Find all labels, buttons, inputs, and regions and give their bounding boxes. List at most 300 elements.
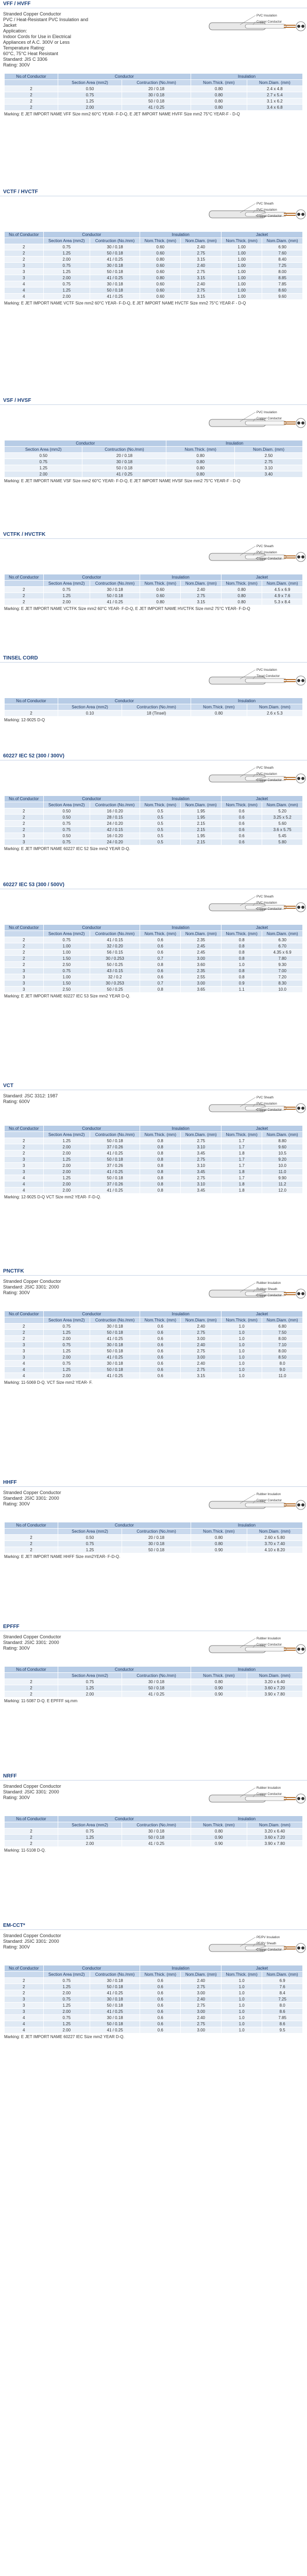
table-cell: 3 xyxy=(5,1996,44,2003)
table-cell: 24 / 0.20 xyxy=(90,821,140,827)
table-cell: 20 / 0.18 xyxy=(122,1535,191,1541)
section-title: EPFFF xyxy=(0,1623,307,1631)
table-row xyxy=(5,1336,303,1342)
table-cell: 1.0 xyxy=(221,1342,262,1348)
table-cell: 0.10 xyxy=(58,710,122,717)
table-cell: 0.60 xyxy=(140,593,181,599)
table-column-header: Nom.Thick. (mm) xyxy=(221,1132,262,1138)
table-cell: 0.90 xyxy=(191,1841,247,1847)
table-group-header: Conductor xyxy=(58,1522,191,1529)
table-cell: 2.50 xyxy=(235,453,303,459)
table-cell: 2.75 xyxy=(181,1330,221,1336)
table-cell: 0.5 xyxy=(140,821,181,827)
table-column-header: Nom.Thick. (mm) xyxy=(221,581,262,587)
table-cell: 8.00 xyxy=(262,1348,303,1354)
table-cell: 5.80 xyxy=(262,839,303,845)
table-cell: 3.45 xyxy=(181,1169,221,1175)
figure-label: Copper Conductor xyxy=(257,1109,282,1112)
table-cell: 8.6 xyxy=(262,2021,303,2027)
table-row xyxy=(5,1373,303,1379)
table-cell: 5.60 xyxy=(262,821,303,827)
table-cell: 2 xyxy=(5,599,44,605)
table-cell: 9.30 xyxy=(262,962,303,968)
table-cell: 2 xyxy=(5,98,58,105)
table-cell: 0.8 xyxy=(221,968,262,974)
table-cell: 3.40 xyxy=(235,471,303,478)
cable-cross-section-figure xyxy=(178,891,307,922)
figure-label: Copper Conductor xyxy=(257,1294,282,1297)
table-cell: 0.6 xyxy=(140,2021,181,2027)
table-cell: 2.00 xyxy=(43,1169,90,1175)
table-group-header: Jacket xyxy=(221,1965,303,1972)
table-cell: 30 / 0.18 xyxy=(90,1342,140,1348)
spec-table xyxy=(4,1666,303,1698)
table-cell: 2.55 xyxy=(181,974,221,980)
cable-cross-section-figure xyxy=(178,1633,307,1664)
table-group-header: Conductor xyxy=(58,698,191,704)
table-cell: 32 / 0.20 xyxy=(90,943,140,950)
table-group-header: No.of Conductor xyxy=(5,1667,58,1673)
table-cell: 41 / 0.25 xyxy=(90,2027,140,2033)
table-column-header xyxy=(5,931,44,937)
table-cell: 3.90 x 7.80 xyxy=(247,1841,302,1847)
table-column-header: Contruction (No./mm) xyxy=(122,80,191,86)
table-cell: 9.90 xyxy=(262,1175,303,1181)
table-cell: 2 xyxy=(5,1547,58,1553)
table-cell: 3 xyxy=(5,980,44,987)
table-row xyxy=(5,1188,303,1194)
table-cell: 0.6 xyxy=(221,839,262,845)
table-cell: 0.8 xyxy=(140,1175,181,1181)
table-cell: 2 xyxy=(5,1144,44,1150)
table-cell: 0.6 xyxy=(140,1373,181,1379)
section-vct xyxy=(0,1082,307,1267)
table-cell: 0.80 xyxy=(166,465,235,471)
table-cell: 1.25 xyxy=(43,1138,90,1144)
table-cell: 0.80 xyxy=(140,275,181,281)
table-cell: 2.00 xyxy=(43,1188,90,1194)
section-vff xyxy=(0,0,307,188)
table-column-header xyxy=(5,1673,58,1679)
table-cell: 20 / 0.18 xyxy=(122,86,191,92)
table-cell: 41 / 0.25 xyxy=(90,1169,140,1175)
figure-label: Rubber Sheath xyxy=(257,1288,278,1291)
table-group-header: Insulation xyxy=(140,232,221,238)
table-column-header: Section Area (mm2) xyxy=(43,1317,90,1324)
table-cell: 2 xyxy=(5,1330,44,1336)
table-cell: 3 xyxy=(5,1157,44,1163)
figure-area xyxy=(0,541,307,572)
spec-table xyxy=(4,231,303,300)
table-cell: 0.80 xyxy=(191,105,247,111)
table-cell: 41 / 0.25 xyxy=(122,1691,191,1698)
table-cell: 1.8 xyxy=(221,1188,262,1194)
table-cell: 2.00 xyxy=(58,1841,122,1847)
table-group-header: Conductor xyxy=(43,232,140,238)
description-line: Rating: 300V xyxy=(3,1290,30,1295)
table-group-header: Jacket xyxy=(221,232,303,238)
table-cell: 0.60 xyxy=(140,250,181,257)
figure-area xyxy=(0,407,307,438)
table-column-header: Section Area (mm2) xyxy=(43,1972,90,1978)
table-column-header xyxy=(5,1822,58,1828)
table-cell: 0.75 xyxy=(58,1541,122,1547)
description-line: Standard: JSIC 3301: 2000 xyxy=(3,1640,59,1645)
table-cell: 2.00 xyxy=(43,1150,90,1157)
spec-table xyxy=(4,440,303,478)
table-row xyxy=(5,275,303,281)
table-cell: 2 xyxy=(5,1828,58,1835)
figure-label: PVC Insulation xyxy=(257,209,277,212)
table-column-header: Nom.Diam. (mm) xyxy=(262,931,303,937)
table-cell: 1.25 xyxy=(43,1984,90,1990)
table-cell: 1.0 xyxy=(221,1348,262,1354)
table-cell: 2 xyxy=(5,92,58,98)
table-cell: 1.0 xyxy=(221,1373,262,1379)
table-row xyxy=(5,1144,303,1150)
table-cell: 2 xyxy=(5,827,44,833)
table-cell: 11.2 xyxy=(262,1181,303,1188)
table-cell: 2.75 xyxy=(181,1157,221,1163)
table-group-header: Conductor xyxy=(43,574,140,581)
table-row xyxy=(5,1138,303,1144)
table-cell: 0.5 xyxy=(140,833,181,839)
table-cell: 1.1 xyxy=(221,987,262,993)
figure-label: PVC Sheath xyxy=(257,895,274,899)
table-cell: 8.4 xyxy=(262,1990,303,1996)
table-cell: 3.6 x 5.75 xyxy=(262,827,303,833)
table-cell: 2 xyxy=(5,937,44,943)
table-cell: 16 / 0.20 xyxy=(90,833,140,839)
section-title: VFF / HVFF xyxy=(0,0,307,8)
table-group-header: No.of Conductor xyxy=(5,1816,58,1822)
section-hhff xyxy=(0,1479,307,1623)
table-cell: 32 / 0.2 xyxy=(90,974,140,980)
table-column-header: Nom.Diam. (mm) xyxy=(247,80,302,86)
table-group-header: Insulation xyxy=(191,74,302,80)
table-cell: 37 / 0.26 xyxy=(90,1144,140,1150)
table-cell: 0.6 xyxy=(140,1342,181,1348)
table-cell: 30 / 0.18 xyxy=(90,587,140,593)
figure-label: Copper Conductor xyxy=(257,779,282,782)
marking-text: Marking: E JET IMPORT NAME HHFF Size mm2YEAR- F-D-Q. xyxy=(4,1554,121,1559)
table-cell: 2.15 xyxy=(181,839,221,845)
table-cell: 7.6 xyxy=(262,1984,303,1990)
table-cell: 0.7 xyxy=(140,980,181,987)
table-column-header: Contruction (No./mm) xyxy=(90,802,140,808)
table-row xyxy=(5,1324,303,1330)
table-cell: 41 / 0.25 xyxy=(90,1188,140,1194)
table-column-header: Nom.Thick. (mm) xyxy=(140,1972,181,1978)
table-column-header: Nom.Thick. (mm) xyxy=(191,1673,247,1679)
table-cell: 0.8 xyxy=(221,956,262,962)
table-cell: 0.80 xyxy=(221,599,262,605)
cable-cross-section-figure xyxy=(178,10,307,41)
table-cell: 0.75 xyxy=(58,92,122,98)
table-cell: 2 xyxy=(5,1990,44,1996)
table-column-header: Nom.Thick. (mm) xyxy=(140,238,181,244)
table-cell: 2.45 xyxy=(181,943,221,950)
section-title: EM-CCT* xyxy=(0,1922,307,1930)
table-cell: 2 xyxy=(5,1978,44,1984)
marking-text: Marking: 11-5087 D-Q. E EPFFF sq.mm xyxy=(4,1699,78,1703)
table-column-header: Nom.Thick. (mm) xyxy=(191,80,247,86)
table-cell: 0.6 xyxy=(140,1367,181,1373)
table-group-header: Insulation xyxy=(191,1522,302,1529)
table-cell: 0.80 xyxy=(191,1535,247,1541)
table-cell: 0.75 xyxy=(43,1342,90,1348)
table-column-header xyxy=(5,704,58,710)
table-cell: 3 xyxy=(5,968,44,974)
table-cell: 0.80 xyxy=(191,92,247,98)
table-cell: 0.75 xyxy=(43,1978,90,1984)
table-cell: 0.80 xyxy=(140,599,181,605)
table-cell: 10.0 xyxy=(262,987,303,993)
table-cell: 37 / 0.26 xyxy=(90,1163,140,1169)
table-cell: 2 xyxy=(5,1835,58,1841)
table-cell: 3.15 xyxy=(181,294,221,300)
description-line: Application: xyxy=(3,28,27,33)
description-line: Indoor Cords for Use in Electrical xyxy=(3,34,72,39)
table-cell: 3 xyxy=(5,275,44,281)
table-cell: 0.6 xyxy=(140,1354,181,1361)
table-cell: 0.75 xyxy=(43,244,90,250)
table-cell: 3.70 x 7.40 xyxy=(247,1541,302,1547)
description-line: Temperature Rating: xyxy=(3,45,45,50)
table-cell: 2.75 xyxy=(181,287,221,294)
table-cell: 1.00 xyxy=(221,263,262,269)
table-cell: 5.3 x 8.4 xyxy=(262,599,303,605)
table-row xyxy=(5,1163,303,1169)
table-cell: 2 xyxy=(5,943,44,950)
table-cell: 0.6 xyxy=(140,2003,181,2009)
table-cell: 3 xyxy=(5,1354,44,1361)
marking-text: Marking: E JET IMPORT NAME 60227 IEC 52 Size mm2 YEAR D-Q. xyxy=(4,846,130,851)
table-cell: 2.00 xyxy=(43,2027,90,2033)
table-cell: 1.0 xyxy=(221,1324,262,1330)
table-cell: 2.00 xyxy=(43,2009,90,2015)
table-column-header: Nom.Thick. (mm) xyxy=(140,1132,181,1138)
table-cell: 7.50 xyxy=(262,1330,303,1336)
table-row xyxy=(5,1354,303,1361)
table-cell: 4 xyxy=(5,281,44,287)
table-cell: 9.60 xyxy=(262,1144,303,1150)
table-column-header xyxy=(5,1132,44,1138)
table-cell: 0.6 xyxy=(140,974,181,980)
table-cell: 3.90 x 7.80 xyxy=(247,1691,302,1698)
figure-label: PVC Sheath xyxy=(257,1096,274,1099)
table-column-header: Section Area (mm2) xyxy=(58,704,122,710)
table-cell: 2.40 xyxy=(181,244,221,250)
table-cell: 0.60 xyxy=(140,587,181,593)
table-row xyxy=(5,287,303,294)
table-cell: 1.0 xyxy=(221,2027,262,2033)
table-cell: 2 xyxy=(5,250,44,257)
table-cell: 3.00 xyxy=(181,1336,221,1342)
table-cell: 0.6 xyxy=(140,2015,181,2021)
table-cell: 3.1 x 6.2 xyxy=(247,98,302,105)
marking-text: Marking: E JET IMPORT NAME 60227 IEC Size mm2 YEAR D-Q. xyxy=(4,2035,125,2039)
table-cell: 4 xyxy=(5,1373,44,1379)
table-cell: 2.60 x 5.80 xyxy=(247,1535,302,1541)
table-cell: 50 / 0.18 xyxy=(90,1367,140,1373)
table-cell: 0.8 xyxy=(221,937,262,943)
table-cell: 41 / 0.25 xyxy=(90,1150,140,1157)
table-cell: 2 xyxy=(5,593,44,599)
table-cell: 41 / 0.25 xyxy=(90,1373,140,1379)
spec-table xyxy=(4,1965,303,2033)
table-cell: 2 xyxy=(5,1535,58,1541)
table-column-header: Contruction (No./mm) xyxy=(122,1529,191,1535)
table-row xyxy=(5,1541,303,1547)
table-cell: 2.00 xyxy=(58,1691,122,1698)
table-cell: 2.75 xyxy=(181,1367,221,1373)
table-cell: 2 xyxy=(5,1679,58,1685)
table-cell: 6.9 xyxy=(262,1978,303,1984)
table-cell: 2.00 xyxy=(43,1336,90,1342)
table-cell: 50 / 0.18 xyxy=(90,1330,140,1336)
table-cell: 2 xyxy=(5,587,44,593)
table-cell: 2.40 xyxy=(181,1978,221,1984)
table-cell: 1.25 xyxy=(43,1348,90,1354)
spec-table xyxy=(4,924,303,993)
table-group-header: No.of Conductor xyxy=(5,1965,44,1972)
table-cell: 0.80 xyxy=(221,587,262,593)
table-cell: 56 / 0.15 xyxy=(90,950,140,956)
table-row xyxy=(5,244,303,250)
table-cell: 1.00 xyxy=(221,287,262,294)
table-row xyxy=(5,815,303,821)
table-cell: 2.40 xyxy=(181,281,221,287)
table-cell: 1.0 xyxy=(221,2009,262,2015)
table-cell: 30 / 0.18 xyxy=(90,1324,140,1330)
table-cell: 0.90 xyxy=(191,1685,247,1691)
table-cell: 1.0 xyxy=(221,2015,262,2021)
table-cell: 0.6 xyxy=(221,815,262,821)
table-group-header: No.of Conductor xyxy=(5,1126,44,1132)
description-line: Rating: 300V xyxy=(3,1646,30,1651)
table-cell: 50 / 0.25 xyxy=(90,987,140,993)
table-cell: 2.40 xyxy=(181,263,221,269)
table-column-header: Nom.Thick. (mm) xyxy=(140,802,181,808)
table-column-header: Section Area (mm2) xyxy=(43,802,90,808)
table-cell: 0.8 xyxy=(140,987,181,993)
table-cell: 0.75 xyxy=(5,459,82,465)
figure-area xyxy=(0,1489,307,1520)
table-column-header: Nom.Diam. (mm) xyxy=(181,1132,221,1138)
table-cell: 3 xyxy=(5,2003,44,2009)
table-cell: 2 xyxy=(5,1691,58,1698)
table-row xyxy=(5,962,303,968)
table-cell: 0.75 xyxy=(43,281,90,287)
table-row xyxy=(5,459,303,465)
table-cell: 7.80 xyxy=(262,956,303,962)
spec-table xyxy=(4,574,303,605)
table-cell: 3.00 xyxy=(181,1354,221,1361)
table-group-header: Conductor xyxy=(5,440,166,447)
table-cell: 2.75 xyxy=(181,2003,221,2009)
table-cell: 18 (Tinsel) xyxy=(122,710,191,717)
table-cell: 30 / 0.253 xyxy=(90,980,140,987)
table-row xyxy=(5,599,303,605)
table-row xyxy=(5,2003,303,2009)
table-row xyxy=(5,1535,303,1541)
table-cell: 30 / 0.18 xyxy=(122,1541,191,1547)
table-cell: 3.00 xyxy=(181,956,221,962)
table-row xyxy=(5,980,303,987)
table-cell: 3.60 xyxy=(181,962,221,968)
table-cell: 0.6 xyxy=(140,1996,181,2003)
table-cell: 0.8 xyxy=(140,962,181,968)
table-cell: 1.50 xyxy=(43,980,90,987)
table-cell: 50 / 0.18 xyxy=(90,1348,140,1354)
table-cell: 7.10 xyxy=(262,1342,303,1348)
table-cell: 0.6 xyxy=(221,833,262,839)
table-column-header xyxy=(5,802,44,808)
table-row xyxy=(5,1984,303,1990)
table-cell: 4 xyxy=(5,2021,44,2027)
table-cell: 41 / 0.25 xyxy=(82,471,166,478)
table-cell: 0.75 xyxy=(43,263,90,269)
section-title: 60227 IEC 53 (300 / 500V) xyxy=(0,881,307,889)
table-row xyxy=(5,808,303,815)
table-cell: 1.7 xyxy=(221,1163,262,1169)
table-cell: 30 / 0.18 xyxy=(90,1996,140,2003)
description-line: Rating: 300V xyxy=(3,62,30,67)
table-column-header: Nom.Diam. (mm) xyxy=(262,1317,303,1324)
figure-label: Copper Conductor xyxy=(257,908,282,911)
figure-label: Rubber Insulation xyxy=(257,1787,281,1790)
table-cell: 3 xyxy=(5,269,44,275)
table-row xyxy=(5,1990,303,1996)
table-row xyxy=(5,1150,303,1157)
table-cell: 0.60 xyxy=(140,294,181,300)
marking-text: Marking: E JET IMPORT NAME VFF Size mm2 60°C YEAR- F-D-Q, E JET IMPORT NAME HVFF Size mm2 75°C YEAR-F - D-Q xyxy=(4,112,240,116)
table-column-header xyxy=(5,1317,44,1324)
table-column-header: Contruction (No./mm) xyxy=(122,1822,191,1828)
table-cell: 4.9 x 7.6 xyxy=(262,593,303,599)
table-cell: 41 / 0.25 xyxy=(122,1841,191,1847)
table-cell: 28 / 0.15 xyxy=(90,815,140,821)
table-cell: 0.9 xyxy=(221,980,262,987)
table-cell: 7.20 xyxy=(262,974,303,980)
table-group-header: No.of Conductor xyxy=(5,796,44,802)
table-cell: 2 xyxy=(5,1138,44,1144)
cable-cross-section-figure xyxy=(178,665,307,696)
table-cell: 0.6 xyxy=(140,968,181,974)
section-vctfk xyxy=(0,531,307,654)
table-cell: 3 xyxy=(5,833,44,839)
section-title: NRFF xyxy=(0,1772,307,1781)
table-cell: 3 xyxy=(5,2009,44,2015)
table-group-header: Insulation xyxy=(191,698,302,704)
description-line: Appliances of A.C. 300V or Less xyxy=(3,40,70,45)
table-row xyxy=(5,1342,303,1348)
description-line: Stranded Copper Conductor xyxy=(3,1634,61,1639)
table-column-header: Nom.Thick. (mm) xyxy=(191,1529,247,1535)
marking-text: Marking: E JET IMPORT NAME 60227 IEC 53 Size mm2 YEAR D-Q. xyxy=(4,994,130,998)
description-line: Stranded Copper Conductor xyxy=(3,1784,61,1789)
table-column-header: Nom.Diam. (mm) xyxy=(262,1972,303,1978)
table-cell: 6.70 xyxy=(262,943,303,950)
cable-cross-section-figure xyxy=(178,1278,307,1309)
table-row xyxy=(5,1175,303,1181)
cable-cross-section-figure xyxy=(178,407,307,438)
figure-area xyxy=(0,665,307,696)
table-cell: 0.80 xyxy=(166,453,235,459)
table-row xyxy=(5,943,303,950)
table-cell: 0.8 xyxy=(140,1188,181,1194)
